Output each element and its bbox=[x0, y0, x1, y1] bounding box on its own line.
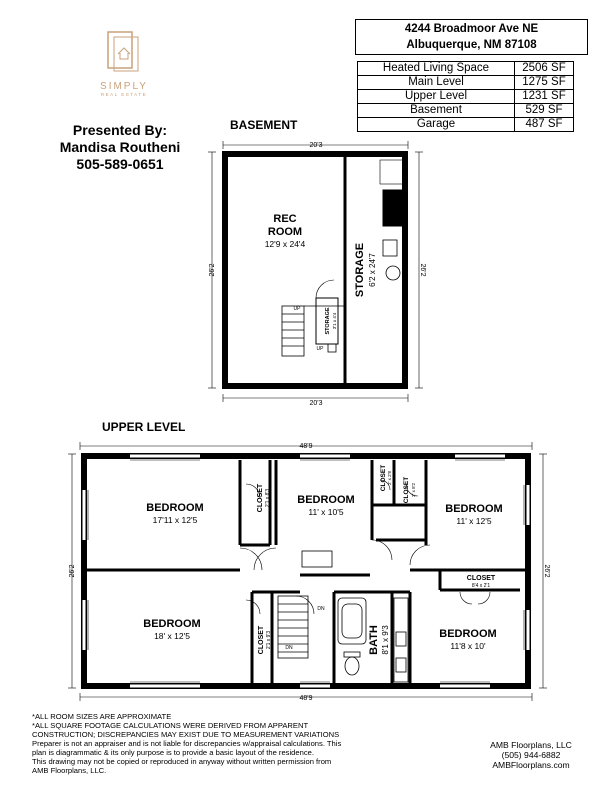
sf-label: Basement bbox=[358, 104, 515, 118]
note-line: Preparer is not an appraiser and is not liable for discrepancies w/appraisal calculations. This bbox=[32, 739, 342, 748]
presenter-phone: 505-589-0651 bbox=[76, 156, 164, 172]
sf-value: 529 SF bbox=[515, 104, 574, 118]
presenter-heading: Presented By: bbox=[72, 122, 168, 138]
basement-dim-top: 20'3 bbox=[309, 142, 323, 149]
upper-level-title: UPPER LEVEL bbox=[102, 420, 186, 434]
closet-size: 2'1 x 8'3 bbox=[265, 488, 271, 508]
basement-outer-wall bbox=[225, 154, 405, 386]
closet-label: CLOSET bbox=[403, 476, 410, 504]
basement-dim-left: 26'2 bbox=[209, 263, 216, 277]
up-label: UP bbox=[316, 346, 324, 352]
closet-size: 2'1 x 9'3 bbox=[266, 630, 272, 650]
note-line: plan is diagrammatic & its only purpose is to provide a basic layout of the residence. bbox=[32, 748, 314, 757]
closet-label: CLOSET bbox=[257, 483, 264, 513]
note-line: CONSTRUCTION; DISCREPANCIES MAY EXIST DUE TO MEASUREMENT VARIATIONS bbox=[32, 730, 340, 739]
upper-dim-bottom: 48'9 bbox=[299, 695, 313, 702]
sf-value: 1231 SF bbox=[515, 90, 574, 104]
storage-fixture bbox=[380, 160, 405, 184]
sf-label: Garage bbox=[358, 118, 515, 132]
storage-size: 6'2 x 24'7 bbox=[368, 253, 377, 287]
sf-value: 2506 SF bbox=[515, 62, 574, 76]
rec-room-label-2: ROOM bbox=[267, 226, 303, 238]
bedroom-size: 11' x 10'5 bbox=[308, 507, 344, 517]
bedroom-size: 17'11 x 12'5 bbox=[152, 515, 198, 525]
bedroom-label: BEDROOM bbox=[143, 618, 201, 630]
rec-room-size: 12'9 x 24'4 bbox=[264, 239, 306, 249]
credit-phone: (505) 944-6882 bbox=[501, 750, 561, 760]
sf-value: 1275 SF bbox=[515, 76, 574, 90]
closet-label: CLOSET bbox=[258, 625, 265, 655]
basement-dim-right: 26'2 bbox=[419, 263, 426, 277]
disclaimer-notes bbox=[32, 712, 377, 775]
small-storage-size: 3'1 x 4'4 bbox=[332, 312, 337, 330]
note-line: *ALL SQUARE FOOTAGE CALCULATIONS WERE DERIVED FROM APPARENT bbox=[32, 721, 309, 730]
closet-size: 2' x 8'2 bbox=[411, 483, 416, 497]
dn-label: DN bbox=[285, 645, 293, 651]
sf-label: Heated Living Space bbox=[358, 62, 515, 76]
credit-company: AMB Floorplans, LLC bbox=[490, 740, 572, 750]
upper-stairs bbox=[278, 596, 308, 658]
up-label: UP bbox=[293, 306, 301, 312]
water-heater-circle bbox=[386, 266, 400, 280]
credit-website: AMBFloorplans.com bbox=[492, 760, 570, 770]
storage-label: STORAGE bbox=[354, 242, 366, 298]
door-swing bbox=[316, 280, 334, 298]
bedroom-label: BEDROOM bbox=[297, 494, 355, 506]
water-heater-block bbox=[383, 190, 403, 226]
sf-label: Main Level bbox=[358, 76, 515, 90]
bath-size: 8'1 x 9'3 bbox=[381, 625, 390, 655]
bedroom-label: BEDROOM bbox=[146, 502, 204, 514]
sf-value: 487 SF bbox=[515, 118, 574, 132]
sf-label: Upper Level bbox=[358, 90, 515, 104]
presenter-name: Mandisa Routheni bbox=[59, 139, 181, 155]
dn-label: DN bbox=[317, 606, 325, 612]
small-storage-label: STORAGE bbox=[325, 307, 331, 335]
note-line: AMB Floorplans, LLC. bbox=[32, 766, 107, 775]
bedroom-label: BEDROOM bbox=[439, 628, 497, 640]
upper-dim-top: 48'9 bbox=[299, 443, 313, 450]
address-line1: 4244 Broadmoor Ave NE bbox=[404, 23, 539, 35]
closet-label: CLOSET bbox=[466, 575, 496, 582]
logo-word: SIMPLY bbox=[100, 81, 148, 92]
closet-size: 2' x 2'8 bbox=[387, 471, 392, 485]
bedroom-size: 11'8 x 10' bbox=[450, 641, 486, 651]
floorplan-credit bbox=[470, 740, 592, 770]
bedroom-size: 18' x 12'5 bbox=[154, 631, 190, 641]
utility-sink bbox=[383, 240, 397, 256]
bath-label: BATH bbox=[368, 625, 380, 655]
logo-sub: REAL ESTATE bbox=[100, 92, 148, 97]
closet-size: 8'4 x 2'1 bbox=[471, 583, 491, 589]
basement-dim-bottom: 20'3 bbox=[309, 400, 323, 407]
note-line: This drawing may not be copied or reproduced in anyway without written permission from bbox=[32, 757, 332, 766]
upper-dim-right: 26'2 bbox=[543, 564, 550, 578]
note-line: *ALL ROOM SIZES ARE APPROXIMATE bbox=[32, 712, 172, 721]
bedroom-size: 11' x 12'5 bbox=[456, 516, 492, 526]
bedroom-label: BEDROOM bbox=[445, 503, 503, 515]
laundry-unit bbox=[302, 551, 332, 567]
rec-room-label: REC bbox=[273, 213, 297, 225]
basement-dimension-lines bbox=[208, 141, 423, 402]
upper-dim-left: 26'2 bbox=[69, 564, 76, 578]
closet-label: CLOSET bbox=[380, 464, 387, 492]
basement-title: BASEMENT bbox=[230, 118, 298, 132]
address-line2: Albuquerque, NM 87108 bbox=[406, 39, 537, 51]
